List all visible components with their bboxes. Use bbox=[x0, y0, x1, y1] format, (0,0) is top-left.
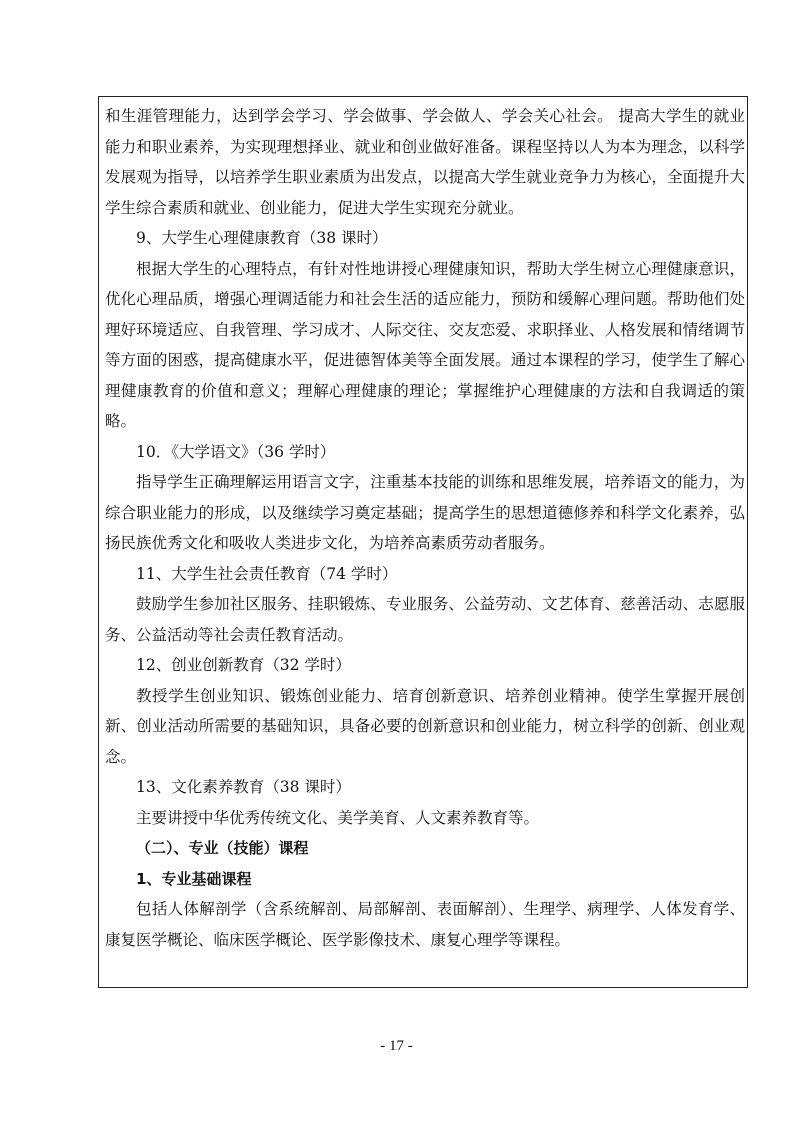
paragraph-entrepreneurship: 教授学生创业知识、锻炼创业能力、培育创新意识、培养创业精神。使学生掌握开展创新、创业活动所需要的基础知识，具备必要的创新意识和创业能力，树立科学的创新、创业观念。 bbox=[105, 686, 745, 766]
paragraph-career-continuation: 和生涯管理能力，达到学会学习、学会做事、学会做人、学会关心社会。 提高大学生的就业能力和职业素养，为实现理想择业、就业和创业做好准备。课程坚持以人为本为理念，以科学发展观为指导，以培养学生职业素质为出发点，以提高大学生就业竞争力为核心，全面提升大学生综合素质和就业、创业能力，促进大学生实现充分就业。 bbox=[105, 107, 745, 217]
paragraph-professional-basic-courses: 包括人体解剖学（含系统解剖、局部解剖、表面解剖）、生理学、病理学、人体发育学、康复医学概论、临床医学概论、医学影像技术、康复心理学等课程。 bbox=[105, 900, 745, 949]
paragraph-cultural-literacy: 主要讲授中华优秀传统文化、美学美育、人文素养教育等。 bbox=[136, 808, 540, 827]
paragraph-social-responsibility: 鼓励学生参加社区服务、挂职锻炼、专业服务、公益劳动、文艺体育、慈善活动、志愿服务、公益活动等社会责任教育活动。 bbox=[105, 595, 745, 644]
paragraph-college-chinese: 指导学生正确理解运用语言文字，注重基本技能的训练和思维发展，培养语文的能力，为综合职业能力的形成，以及继续学习奠定基础；提高学生的思想道德修养和科学文化素养，弘扬民族优秀文化和吸收人类进步文化，为培养高素质劳动者服务。 bbox=[105, 473, 745, 552]
heading-social-responsibility: 11、大学生社会责任教育（74 学时） bbox=[136, 564, 398, 583]
heading-cultural-literacy: 13、文化素养教育（38 课时） bbox=[136, 778, 351, 796]
heading-entrepreneurship: 12、创业创新教育（32 学时） bbox=[136, 656, 351, 674]
paragraph-psych-health: 根据大学生的心理特点，有针对性地讲授心理健康知识，帮助大学生树立心理健康意识，优化心理品质，增强心理调适能力和社会生活的适应能力，预防和缓解心理问题。帮助他们处理好环境适应、自我管理、学习成才、人际交往、交友恋爱、求职择业、人格发展和情绪调节等方面的困惑，提高健康水平，促进德智体美等全面发展。通过本课程的学习，使学生了解心理健康教育的价值和意义；理解心理健康的理论；掌握维护心理健康的方法和自我调适的策略。 bbox=[105, 259, 745, 430]
document-body bbox=[105, 101, 745, 955]
section-heading-professional-courses: （二）、专业（技能）课程 bbox=[136, 839, 309, 857]
heading-college-chinese: 10．《大学语文》（36 学时） bbox=[136, 442, 336, 461]
subheading-professional-basic-courses: 1、专业基础课程 bbox=[136, 869, 252, 888]
heading-psych-health: 9、大学生心理健康教育（38 课时） bbox=[136, 229, 388, 247]
page-number: - 17 - bbox=[380, 1038, 413, 1054]
